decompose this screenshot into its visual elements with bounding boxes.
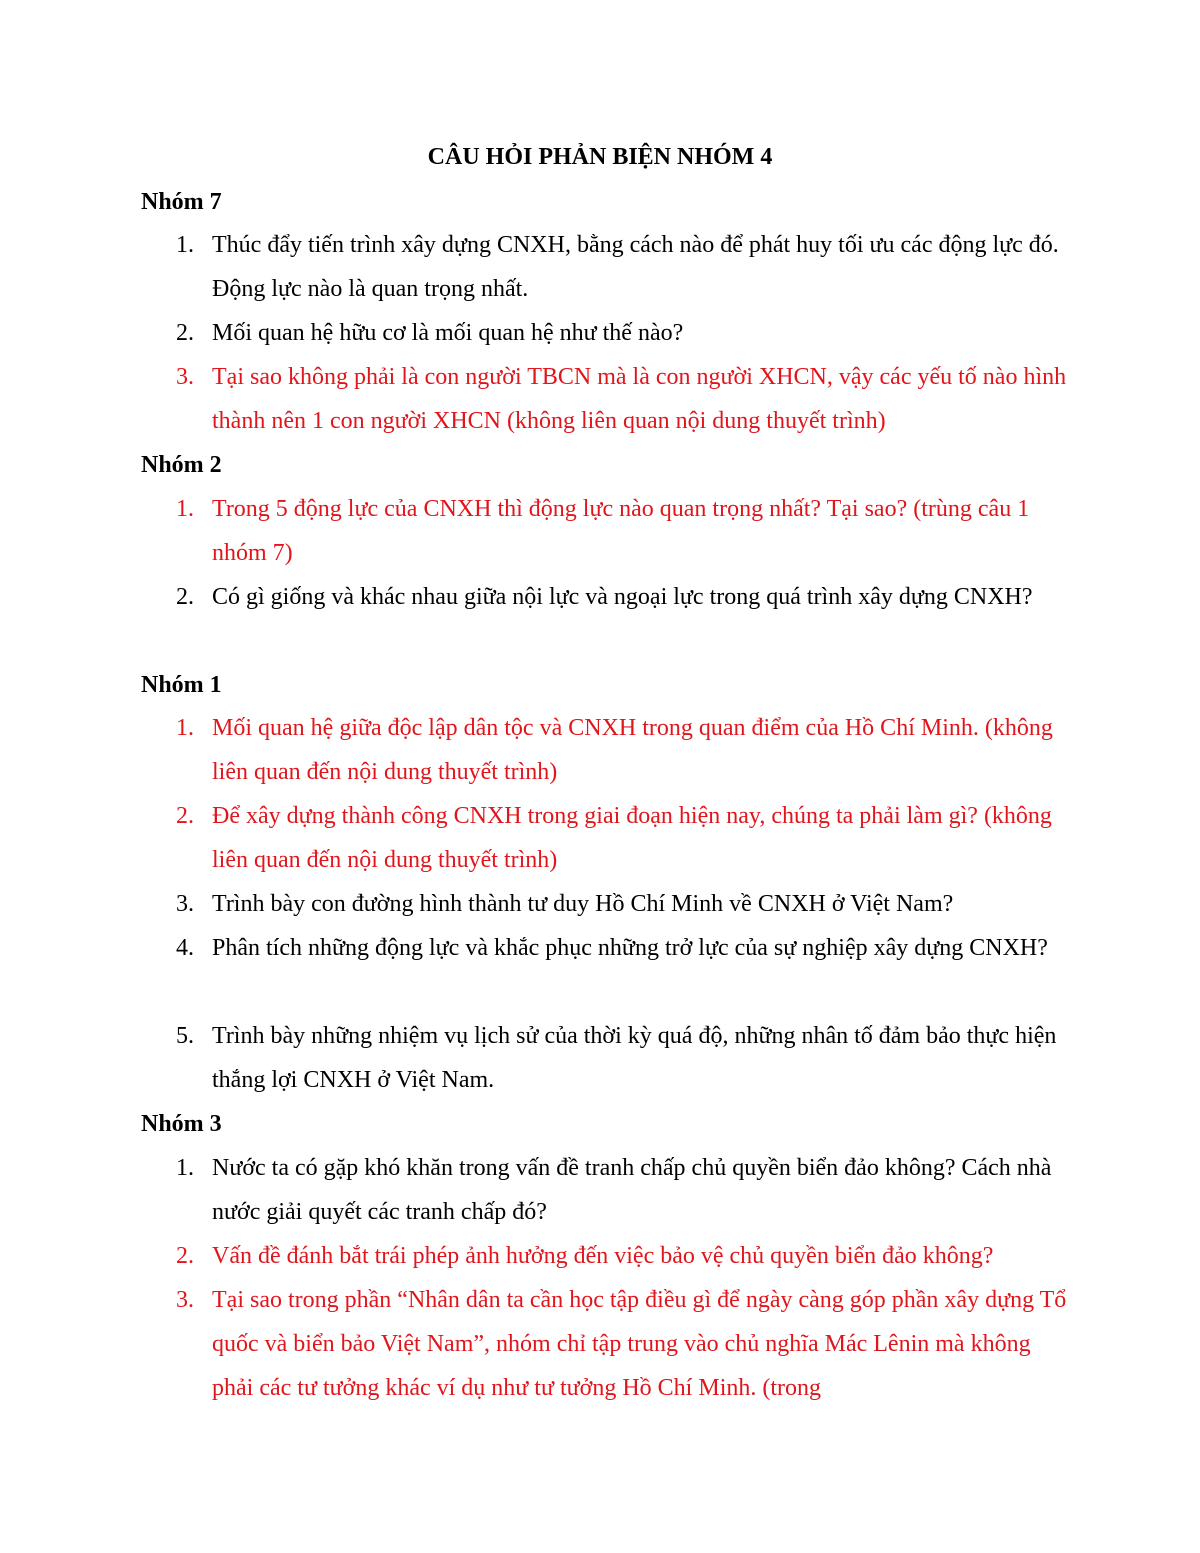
question-item-highlighted bbox=[176, 706, 1072, 794]
question-text: Có gì giống và khác nhau giữa nội lực và ngoại lực trong quá trình xây dựng CNXH? bbox=[212, 584, 1033, 610]
question-number: 5. bbox=[176, 1023, 194, 1049]
question-item-highlighted bbox=[176, 1234, 1072, 1278]
group-heading-nhom-2: Nhóm 2 bbox=[141, 452, 222, 478]
question-item-highlighted bbox=[176, 1278, 1072, 1410]
question-text: Thúc đẩy tiến trình xây dựng CNXH, bằng cách nào để phát huy tối ưu các động lực đó. Động lực nào là quan trọng nhất. bbox=[212, 232, 1059, 302]
question-item-highlighted bbox=[176, 794, 1072, 882]
question-text: Trình bày những nhiệm vụ lịch sử của thời kỳ quá độ, những nhân tố đảm bảo thực hiện thắng lợi CNXH ở Việt Nam. bbox=[212, 1023, 1057, 1093]
question-item bbox=[176, 311, 1072, 355]
question-number: 3. bbox=[176, 364, 194, 390]
question-number: 1. bbox=[176, 1155, 194, 1181]
question-item bbox=[176, 575, 1072, 619]
question-item bbox=[176, 223, 1072, 311]
group-heading-nhom-3: Nhóm 3 bbox=[141, 1111, 222, 1137]
question-text: Mối quan hệ hữu cơ là mối quan hệ như thế nào? bbox=[212, 320, 684, 346]
question-number: 2. bbox=[176, 803, 194, 829]
question-item-highlighted bbox=[176, 487, 1072, 575]
question-text: Tại sao không phải là con người TBCN mà là con người XHCN, vậy các yếu tố nào hình thành nên 1 con người XHCN (không liên quan nội dung thuyết trình) bbox=[212, 364, 1067, 434]
question-item bbox=[176, 1146, 1072, 1234]
question-text: Trình bày con đường hình thành tư duy Hồ Chí Minh về CNXH ở Việt Nam? bbox=[212, 891, 954, 917]
group-heading-nhom-1: Nhóm 1 bbox=[141, 672, 222, 698]
question-text: Tại sao trong phần “Nhân dân ta cần học tập điều gì để ngày càng góp phần xây dựng Tổ quốc và biển bảo Việt Nam”, nhóm chỉ tập trung vào chủ nghĩa Mác Lênin mà không phải các tư tưởng khác ví dụ như tư tưởng Hồ Chí Minh. (trong bbox=[212, 1287, 1067, 1401]
group-heading-nhom-7: Nhóm 7 bbox=[141, 189, 222, 215]
question-number: 4. bbox=[176, 935, 194, 961]
question-number: 1. bbox=[176, 232, 194, 258]
question-number: 2. bbox=[176, 320, 194, 346]
question-text: Phân tích những động lực và khắc phục những trở lực của sự nghiệp xây dựng CNXH? bbox=[212, 935, 1048, 961]
question-item-highlighted bbox=[176, 355, 1072, 443]
question-number: 1. bbox=[176, 715, 194, 741]
question-text: Vấn đề đánh bắt trái phép ảnh hưởng đến việc bảo vệ chủ quyền biển đảo không? bbox=[212, 1243, 994, 1269]
question-text: Nước ta có gặp khó khăn trong vấn đề tranh chấp chủ quyền biển đảo không? Cách nhà nước giải quyết các tranh chấp đó? bbox=[212, 1155, 1052, 1225]
question-text: Để xây dựng thành công CNXH trong giai đoạn hiện nay, chúng ta phải làm gì? (không liên quan đến nội dung thuyết trình) bbox=[212, 803, 1052, 873]
question-text: Trong 5 động lực của CNXH thì động lực nào quan trọng nhất? Tại sao? (trùng câu 1 nhóm 7) bbox=[212, 496, 1030, 566]
question-item bbox=[176, 882, 1072, 926]
question-item bbox=[176, 926, 1072, 970]
question-number: 2. bbox=[176, 1243, 194, 1269]
question-text: Mối quan hệ giữa độc lập dân tộc và CNXH trong quan điểm của Hồ Chí Minh. (không liên quan đến nội dung thuyết trình) bbox=[212, 715, 1053, 785]
document-title: CÂU HỎI PHẢN BIỆN NHÓM 4 bbox=[427, 144, 773, 170]
question-number: 1. bbox=[176, 496, 194, 522]
question-number: 3. bbox=[176, 1287, 194, 1313]
question-item bbox=[176, 1014, 1072, 1102]
question-number: 2. bbox=[176, 584, 194, 610]
question-number: 3. bbox=[176, 891, 194, 917]
